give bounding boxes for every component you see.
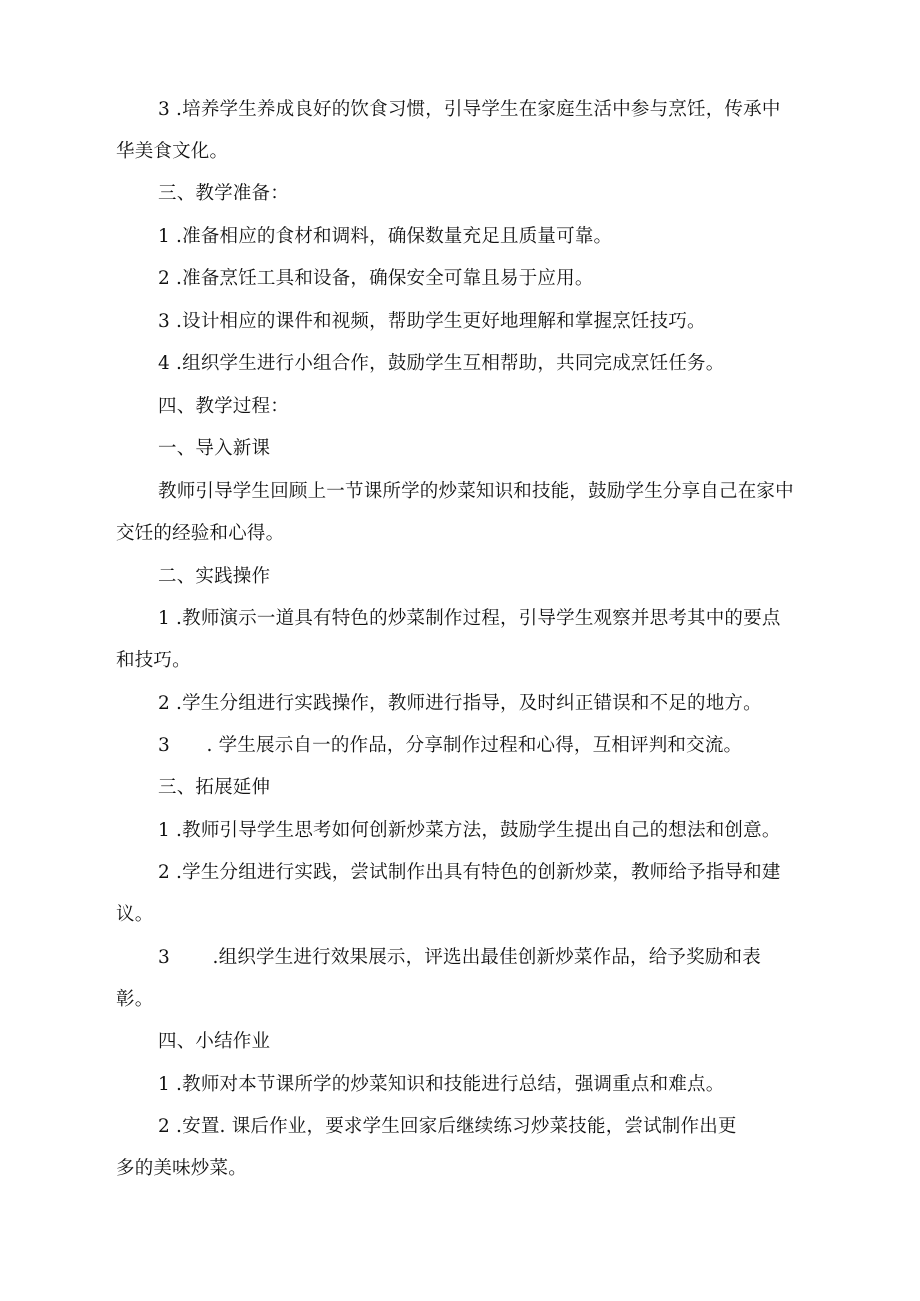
text-line: 3 .组织学生进行效果展示，评选出最佳创新炒菜作品，给予奖励和表: [158, 947, 761, 968]
text-line: 3 .培养学生养成良好的饮食习惯，引导学生在家庭生活中参与烹饪，传承中: [158, 99, 781, 120]
text-line: 3 .设计相应的课件和视频，帮助学生更好地理解和掌握烹饪技巧。: [158, 311, 706, 332]
text-line: 2 .学生分组进行实践操作，教师进行指导，及时纠正错误和不足的地方。: [158, 693, 762, 714]
text-line: 2 .准备烹饪工具和设备，确保安全可靠且易于应用。: [158, 268, 594, 289]
text-line: 4 .组织学生进行小组合作，鼓励学生互相帮助，共同完成烹饪任务。: [158, 353, 725, 374]
text-line: 四、小结作业: [158, 1031, 271, 1052]
text-line: 交饪的经验和心得。: [116, 523, 285, 544]
text-line: 华美食文化。: [116, 141, 229, 162]
text-line: 多的美味炒菜。: [116, 1158, 247, 1179]
text-line: 1 .教师对本节课所学的炒菜知识和技能进行总结，强调重点和难点。: [158, 1074, 725, 1095]
text-line: 三、教学准备：: [158, 183, 289, 204]
text-line: 1 .准备相应的食材和调料，确保数量充足且质量可靠。: [158, 226, 613, 247]
text-line: 1 .教师引导学生思考如何创新炒菜方法，鼓励学生提出自己的想法和创意。: [158, 820, 781, 841]
text-line: 2 .安置. 课后作业，要求学生回家后继续练习炒菜技能，尝试制作出更: [158, 1116, 737, 1137]
text-line: 二、实践操作: [158, 566, 271, 587]
text-line: 教师引导学生回顾上一节课所学的炒菜知识和技能，鼓励学生分享自己在家中: [158, 481, 794, 502]
text-line: 3 . 学生展示自一的作品，分享制作过程和心得，互相评判和交流。: [158, 735, 743, 756]
text-line: 一、导入新课: [158, 438, 271, 459]
text-line: 2 .学生分组进行实践，尝试制作出具有特色的创新炒菜，教师给予指导和建: [158, 862, 781, 883]
text-line: 四、教学过程：: [158, 396, 289, 417]
text-line: 三、拓展延伸: [158, 777, 271, 798]
text-line: 议。: [116, 904, 154, 925]
text-line: 和技巧。: [116, 650, 191, 671]
text-line: 1 .教师演示一道具有特色的炒菜制作过程，引导学生观察并思考其中的要点: [158, 608, 781, 629]
text-line: 彰。: [116, 989, 154, 1010]
